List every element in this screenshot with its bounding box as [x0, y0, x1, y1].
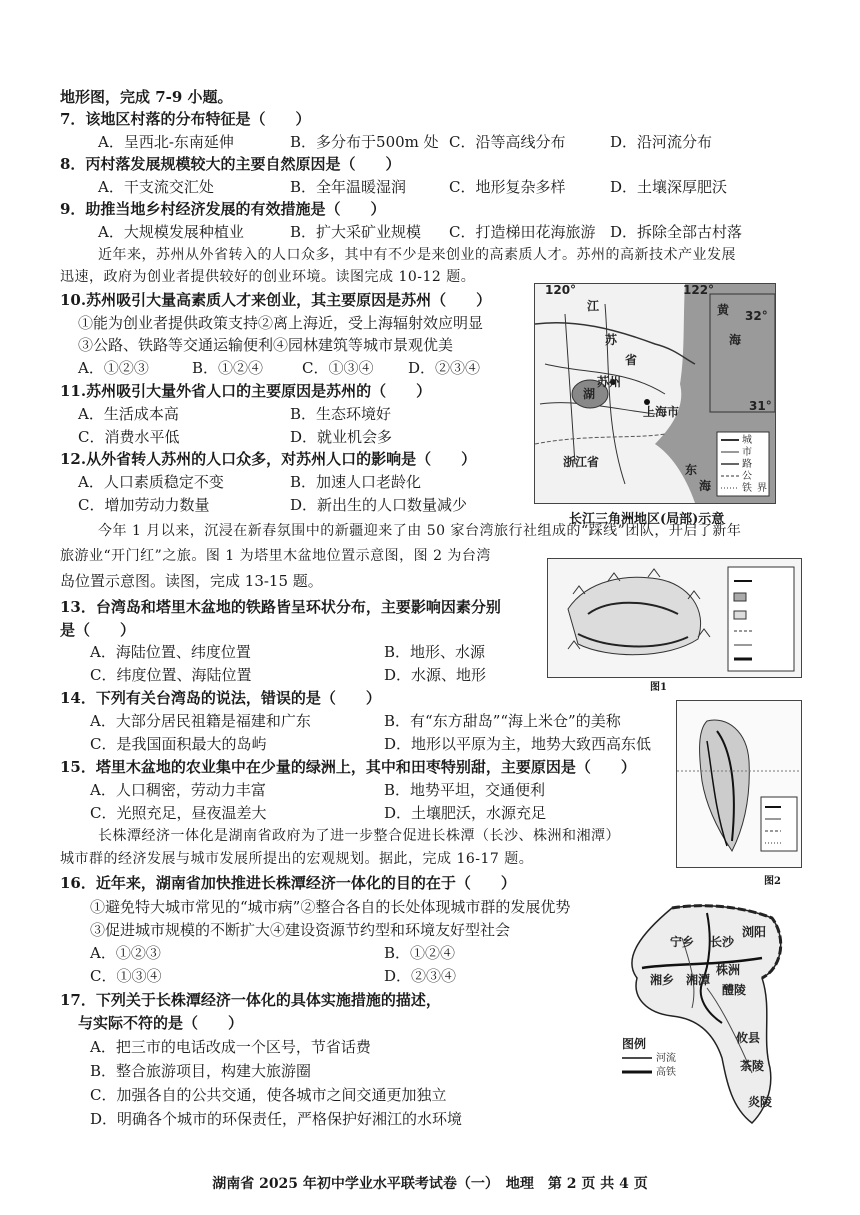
- map-label-shanghai: 上海市: [643, 405, 680, 419]
- question-16-stem: 16．近年来，湖南省加快推进长株潭经济一体化的目的在于（ ）: [60, 874, 516, 892]
- hunan-label-youxian: 攸县: [736, 1031, 761, 1045]
- q16-option-a: A．①②③: [90, 944, 161, 962]
- q14-option-d: D．地形以平原为主，地势大致西高东低: [384, 735, 652, 753]
- q16-statement-1: ①避免特大城市常见的“城市病”②整合各自的长处体现城市群的发展优势: [90, 898, 571, 916]
- q10-option-d: D．②③④: [408, 359, 481, 377]
- q11-option-d: D．就业机会多: [290, 428, 393, 446]
- q17-option-a: A．把三市的电话改成一个区号，节省话费: [90, 1038, 371, 1056]
- intro-tail: 地形图，完成 7-9 小题。: [60, 88, 233, 106]
- tarim-basin-map: [547, 558, 802, 678]
- q15-option-a: A．人口稠密，劳动力丰富: [90, 781, 266, 799]
- map-label-lake: 湖: [583, 387, 596, 401]
- legend-label-3: 路: [742, 459, 752, 470]
- hunan-label-liling: 醴陵: [722, 983, 747, 997]
- q12-option-d: D．新出生的人口数量减少: [290, 496, 468, 514]
- q16-option-c: C．①③④: [90, 967, 162, 985]
- question-15-stem: 15．塔里木盆地的农业集中在少量的绿洲上，其中和田枣特别甜，主要原因是（ ）: [60, 758, 636, 776]
- q15-option-c: C．光照充足，昼夜温差大: [90, 804, 267, 822]
- q9-option-a: A．大规模发展种植业: [98, 223, 244, 241]
- q17-option-b: B．整合旅游项目，构建大旅游圈: [90, 1062, 312, 1080]
- map-lat-32: 32°: [745, 309, 768, 323]
- question-17-stem-2: 与实际不符的是（ ）: [78, 1014, 244, 1032]
- q8-option-c: C．地形复杂多样: [449, 178, 566, 196]
- question-14-stem: 14．下列有关台湾岛的说法，错误的是（ ）: [60, 689, 381, 707]
- legend-label-5: 铁: [742, 483, 752, 494]
- taiwan-map-caption: 图2: [764, 876, 781, 887]
- q16-statement-2: ③促进城市规模的不断扩大④建设资源节约型和环境友好型社会: [90, 921, 511, 939]
- map-label-su: 苏: [605, 333, 618, 347]
- legend-label-2: 市: [742, 447, 752, 458]
- map-label-huang: 黄: [717, 303, 730, 317]
- q13-option-b: B．地形、水源: [384, 643, 486, 661]
- question-8-stem: 8．丙村落发展规模较大的主要自然原因是（ ）: [60, 155, 401, 173]
- legend-label-4: 公: [742, 471, 752, 482]
- q7-option-b: B．多分布于500m 处: [290, 133, 439, 151]
- legend-label-6: 界: [757, 483, 767, 494]
- q8-option-b: B．全年温暖湿润: [290, 178, 407, 196]
- q15-option-b: B．地势平坦，交通便利: [384, 781, 546, 799]
- q9-option-c: C．打造梯田花海旅游: [449, 223, 596, 241]
- hunan-legend-river: 河流: [656, 1053, 676, 1064]
- q11-option-c: C．消费水平低: [78, 428, 180, 446]
- q12-option-c: C．增加劳动力数量: [78, 496, 210, 514]
- q10-statement-2: ③公路、铁路等交通运输便利④园林建筑等城市景观优美: [78, 336, 454, 354]
- q14-option-a: A．大部分居民祖籍是福建和广东: [90, 712, 311, 730]
- q16-option-d: D．②③④: [384, 967, 457, 985]
- passage-suzhou-line2: 迅速，政府为创业者提供较好的创业环境。读图完成 10-12 题。: [60, 269, 476, 285]
- map-label-zhejiang: 浙江省: [563, 455, 600, 469]
- question-11-stem: 11.苏州吸引大量外省人口的主要原因是苏州的（ ）: [60, 382, 432, 400]
- q13-option-a: A．海陆位置、纬度位置: [90, 643, 251, 661]
- q9-option-b: B．扩大采矿业规模: [290, 223, 422, 241]
- map-label-jiang: 江: [587, 299, 600, 313]
- q12-option-b: B．加速人口老龄化: [290, 473, 422, 491]
- q16-option-b: B．①②④: [384, 944, 456, 962]
- hunan-label-liuyang: 浏阳: [742, 925, 767, 939]
- q10-option-b: B．①②④: [192, 359, 264, 377]
- map-lon-122: 122°: [683, 284, 715, 297]
- q15-option-d: D．土壤肥沃，水源充足: [384, 804, 547, 822]
- hunan-label-changsha: 长沙: [710, 935, 735, 949]
- changzhutan-map: [612, 898, 802, 1130]
- hunan-label-chaling: 茶陵: [740, 1059, 765, 1073]
- yangtze-delta-map: [534, 283, 776, 504]
- q7-option-c: C．沿等高线分布: [449, 133, 566, 151]
- passage-hunan-line1: 长株潭经济一体化是湖南省政府为了进一步整合促进长株潭（长沙、株洲和湘潭）: [98, 828, 620, 844]
- q17-option-c: C．加强各自的公共交通，使各城市之间交通更加独立: [90, 1086, 447, 1104]
- passage-suzhou-line1: 近年来，苏州从外省转入的人口众多，其中有不少是来创业的高素质人才。苏州的高新技术产业发展: [98, 247, 736, 263]
- hunan-legend-railway: 高铁: [656, 1067, 676, 1078]
- tarim-map-caption: 图1: [650, 682, 667, 693]
- map-label-hai: 海: [729, 333, 742, 347]
- q13-option-c: C．纬度位置、海陆位置: [90, 666, 252, 684]
- q9-option-d: D．拆除全部古村落: [610, 223, 743, 241]
- taiwan-map: [676, 700, 802, 868]
- q8-option-d: D．土壤深厚肥沃: [610, 178, 728, 196]
- hunan-legend-title: 图例: [622, 1037, 647, 1051]
- hunan-label-ningxiang: 宁乡: [670, 935, 695, 949]
- q7-option-a: A．呈西北-东南延伸: [98, 133, 234, 151]
- q11-option-b: B．生态环境好: [290, 405, 392, 423]
- passage-xinjiang-line3: 岛位置示意图。读图，完成 13-15 题。: [60, 572, 323, 590]
- q11-option-a: A．生活成本高: [78, 405, 179, 423]
- hunan-label-xiangtan: 湘潭: [686, 973, 711, 987]
- question-17-stem-1: 17．下列关于长株潭经济一体化的具体实施措施的描述，: [60, 991, 441, 1009]
- map-lat-31: 31°: [749, 399, 772, 413]
- q12-option-a: A．人口素质稳定不变: [78, 473, 224, 491]
- q10-option-a: A．①②③: [78, 359, 149, 377]
- page-footer: 湖南省 2025 年初中学业水平联考试卷（一） 地理 第 2 页 共 4 页: [212, 1176, 648, 1192]
- q14-option-b: B．有“东方甜岛”“海上米仓”的美称: [384, 712, 621, 730]
- question-10-stem: 10.苏州吸引大量高素质人才来创业，其主要原因是苏州（ ）: [60, 291, 492, 309]
- map-lon-120: 120°: [545, 284, 577, 297]
- q8-option-a: A．干支流交汇处: [98, 178, 214, 196]
- passage-hunan-line2: 城市群的经济发展与城市发展所提出的宏观规划。据此，完成 16-17 题。: [60, 851, 534, 867]
- map-label-suzhou: 苏州: [597, 375, 622, 389]
- q17-option-d: D．明确各个城市的环保责任，严格保护好湘江的水环境: [90, 1110, 463, 1128]
- question-13-stem-2: 是（ ）: [60, 621, 136, 639]
- question-12-stem: 12.从外省转人苏州的人口众多，对苏州人口的影响是（ ）: [60, 450, 477, 468]
- question-9-stem: 9．助推当地乡村经济发展的有效措施是（ ）: [60, 200, 386, 218]
- legend-label-1: 城: [742, 435, 752, 446]
- q10-statement-1: ①能为创业者提供政策支持②离上海近，受上海辐射效应明显: [78, 314, 484, 332]
- hunan-label-xiangxiang: 湘乡: [650, 973, 675, 987]
- passage-xinjiang-line1: 今年 1 月以来，沉浸在新春氛围中的新疆迎来了由 50 家台湾旅行社组成的“踩线”团队，开启了新年: [98, 523, 742, 539]
- hunan-label-yanling: 炎陵: [748, 1095, 773, 1109]
- yangtze-map-caption: 长江三角洲地区(局部)示意: [569, 512, 725, 527]
- q14-option-c: C．是我国面积最大的岛屿: [90, 735, 267, 753]
- question-13-stem-1: 13．台湾岛和塔里木盆地的铁路皆呈环状分布，主要影响因素分别: [60, 598, 501, 616]
- q7-option-d: D．沿河流分布: [610, 133, 713, 151]
- map-label-dong: 东: [685, 463, 698, 477]
- q13-option-d: D．水源、地形: [384, 666, 487, 684]
- passage-xinjiang-line2: 旅游业“开门红”之旅。图 1 为塔里木盆地位置示意图，图 2 为台湾: [60, 548, 491, 564]
- q10-option-c: C．①③④: [302, 359, 374, 377]
- map-label-hai-2: 海: [699, 479, 712, 493]
- hunan-label-zhuzhou: 株洲: [716, 963, 741, 977]
- question-7-stem: 7．该地区村落的分布特征是（ ）: [60, 110, 311, 128]
- map-label-sheng: 省: [625, 353, 638, 367]
